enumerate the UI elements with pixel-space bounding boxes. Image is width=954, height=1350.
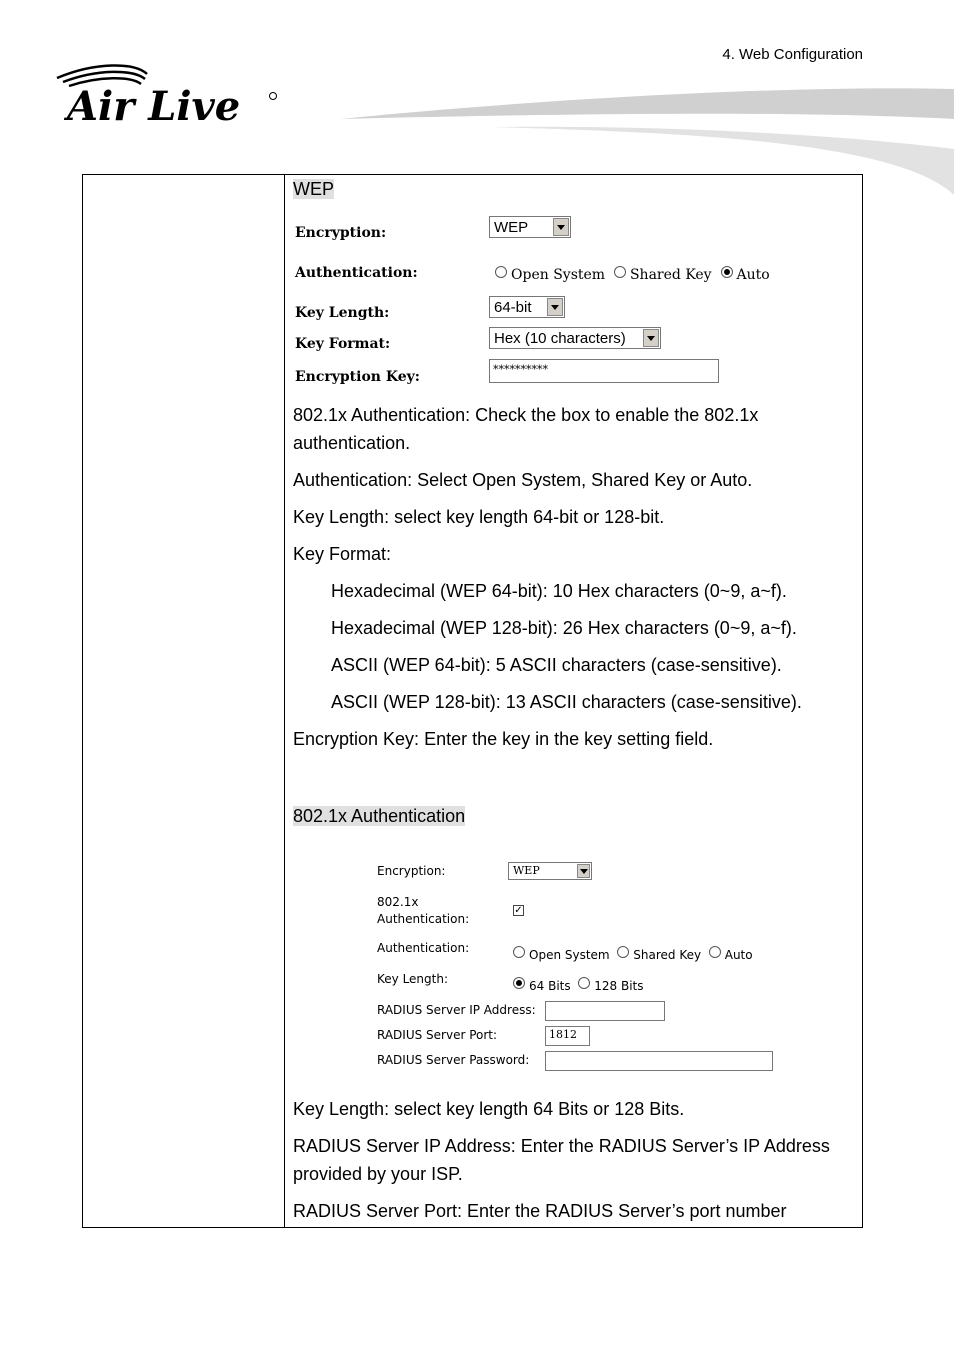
- key-format-item: Hexadecimal (WEP 128-bit): 26 Hex characters (0~9, a~f).: [331, 618, 797, 638]
- table-label-column: [83, 175, 285, 1227]
- dot1x-heading: 802.1x Authentication: [293, 806, 466, 826]
- airlive-logo: [55, 60, 295, 130]
- radius-port-input[interactable]: 1812: [545, 1026, 590, 1046]
- key-format-item: Hexadecimal (WEP 64-bit): 10 Hex characters (0~9, a~f).: [331, 581, 787, 601]
- radio-open-system[interactable]: [495, 266, 507, 278]
- radio-shared-key[interactable]: [614, 266, 626, 278]
- key-length-select[interactable]: 64-bit: [489, 296, 565, 318]
- desc-dot1x: 802.1x Authentication: Check the box to enable the 802.1x authentication.: [293, 405, 759, 453]
- chevron-down-icon: [643, 329, 659, 347]
- radius-port-label: RADIUS Server Port:: [377, 1028, 498, 1042]
- radius-ip-label: RADIUS Server IP Address:: [377, 1003, 536, 1017]
- section-title: 4. Web Configuration: [722, 46, 863, 63]
- encryption-label: Encryption:: [377, 864, 446, 878]
- encryption-select[interactable]: WEP: [489, 216, 571, 238]
- authentication-label: Authentication:: [377, 941, 470, 955]
- radius-password-label: RADIUS Server Password:: [377, 1053, 530, 1067]
- authentication-label: Authentication:: [295, 265, 418, 281]
- desc-radius-ip: RADIUS Server IP Address: Enter the RADIUS Server’s IP Address provided by your ISP.: [293, 1136, 830, 1184]
- wep-settings-screenshot: [293, 213, 770, 393]
- authentication-radio-group: Open System Shared Key Auto: [513, 941, 753, 969]
- logo-text: Air Live: [67, 83, 241, 130]
- chevron-down-icon: [553, 218, 569, 236]
- key-format-select[interactable]: Hex (10 characters): [489, 327, 661, 349]
- desc-dot1x-key-length: Key Length: select key length 64 Bits or 128 Bits.: [293, 1099, 685, 1119]
- dot1x-label-line2: Authentication:: [377, 912, 470, 926]
- radio-auto[interactable]: [709, 946, 721, 958]
- key-format-label: Key Format:: [295, 336, 391, 352]
- key-length-radio-group: 64 Bits 128 Bits: [513, 972, 644, 1000]
- radio-shared-key[interactable]: [617, 946, 629, 958]
- radio-128-bits[interactable]: [578, 977, 590, 989]
- chevron-down-icon: [577, 864, 590, 878]
- desc-key-format: Key Format:: [293, 544, 392, 564]
- encryption-key-label: Encryption Key:: [295, 369, 420, 385]
- radius-password-input[interactable]: [545, 1051, 773, 1071]
- dot1x-label-line1: 802.1x: [377, 895, 419, 909]
- dot1x-settings-screenshot: [377, 860, 797, 1090]
- chevron-down-icon: [547, 298, 563, 316]
- dot1x-checkbox[interactable]: ✓: [514, 905, 523, 916]
- desc-radius-port: RADIUS Server Port: Enter the RADIUS Server’s port number: [293, 1201, 787, 1221]
- encryption-label: Encryption:: [295, 225, 387, 241]
- encryption-key-input[interactable]: **********: [489, 359, 719, 383]
- content-table: [82, 174, 863, 1228]
- radio-auto[interactable]: [721, 266, 733, 278]
- encryption-select[interactable]: WEP: [508, 862, 592, 880]
- radio-open-system[interactable]: [513, 946, 525, 958]
- key-format-item: ASCII (WEP 64-bit): 5 ASCII characters (case-sensitive).: [331, 655, 782, 675]
- key-length-label: Key Length:: [377, 972, 449, 986]
- desc-key-length: Key Length: select key length 64-bit or 128-bit.: [293, 507, 665, 527]
- wep-heading: WEP: [293, 179, 335, 199]
- radius-ip-input[interactable]: [545, 1001, 665, 1021]
- radio-64-bits[interactable]: [513, 977, 525, 989]
- key-length-label: Key Length:: [295, 305, 390, 321]
- desc-encryption-key: Encryption Key: Enter the key in the key setting field.: [293, 729, 714, 749]
- authentication-radio-group: Open System Shared Key Auto: [495, 261, 770, 289]
- desc-authentication: Authentication: Select Open System, Shared Key or Auto.: [293, 470, 753, 490]
- key-format-item: ASCII (WEP 128-bit): 13 ASCII characters (case-sensitive).: [331, 692, 802, 712]
